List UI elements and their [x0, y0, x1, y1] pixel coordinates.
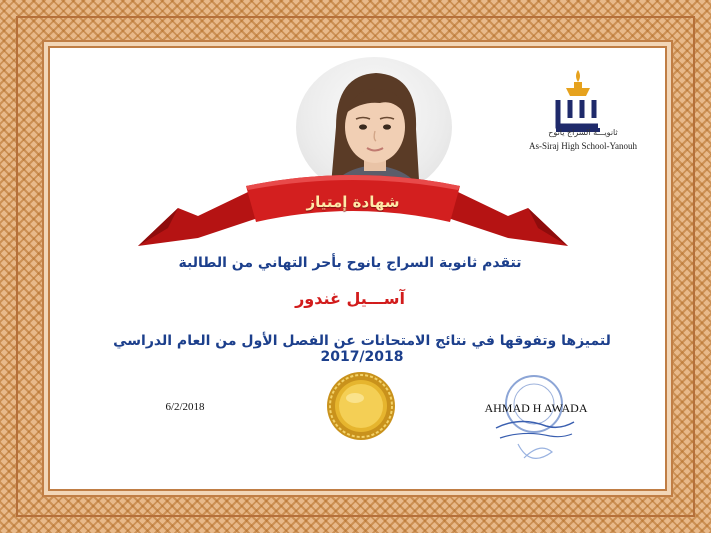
student-name: آســـيل غندور: [295, 289, 405, 308]
certificate-reason: لتميزها وتفوقها في نتائج الامتحانات عن الفصل الأول من العام الدراسي 2017/2018: [113, 333, 611, 365]
school-name-arabic: ثانويـــة السراج يانوح: [548, 128, 618, 137]
gold-seal-icon: [325, 370, 397, 442]
title-ribbon: [138, 168, 568, 258]
lamp-logo-icon: [548, 66, 608, 136]
signatory-name: AHMAD H AWADA: [484, 401, 588, 415]
ribbon-title: شهادة إمتياز: [306, 193, 400, 211]
certificate-date: 6/2/2018: [165, 401, 205, 413]
school-name-english: As-Siraj High School-Yanouh: [528, 141, 638, 151]
school-stamp-icon: [490, 372, 580, 472]
certificate-intro: تتقدم ثانوية السراج يانوح بأحر التهاني من الطالبة: [178, 255, 522, 271]
